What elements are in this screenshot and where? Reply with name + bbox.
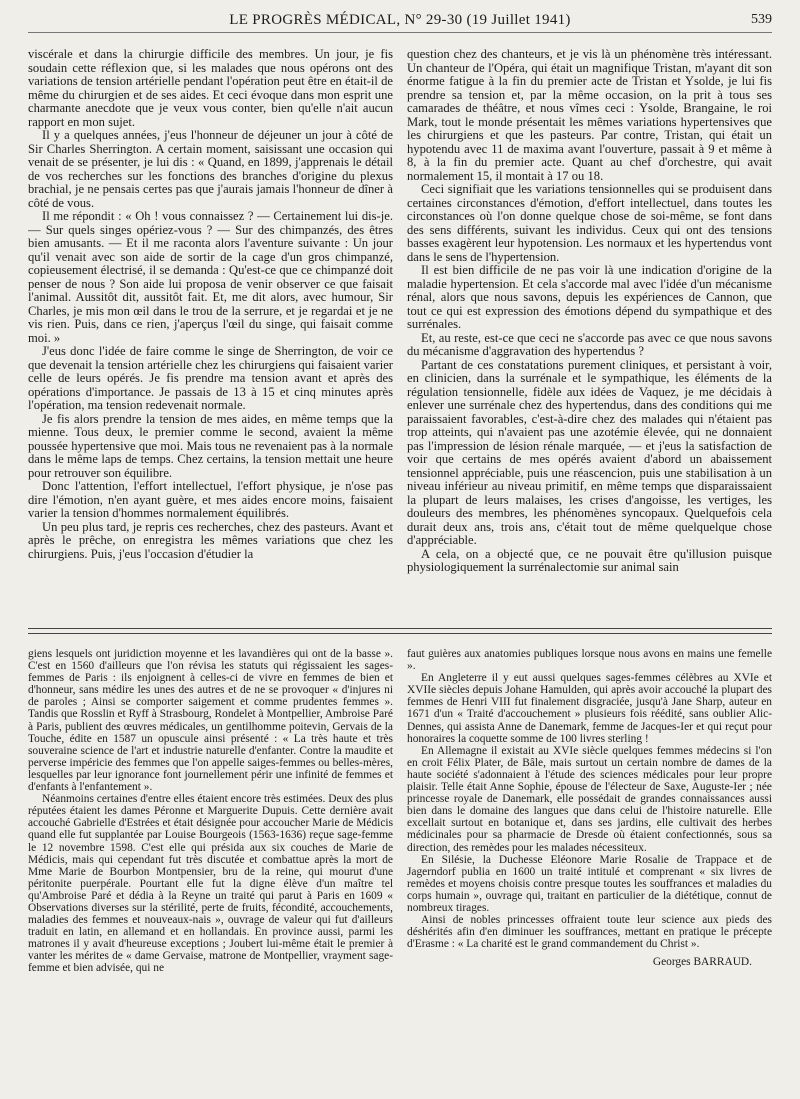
author-signature: Georges BARRAUD. <box>652 956 752 969</box>
section-divider <box>28 628 772 634</box>
paragraph: Partant de ces constatations purement cliniques, et persistant à voir, en clinicien, dans la surrénale et le sympathique, les éléments de la régulation tensionnelle, fidèle aux idées de Vaquez, je me décidais à enlever une surrénale chez des hypertendus, dans des conditions qui me paraissaient favorables, c'est-à-dire chez des malades qui n'étaient pas trop atteints, qui n'avaient pas une azotémie élevée, qui ne donnaient pas l'impression de lésion rénale marquée, — et j'eus la satisfaction de voir que certains de mes opérés avaient d'abord un abaissement tensionnel appréciable, puis une réascencion, puis une stabilisation à un niveau inférieur au niveau primitif, en même temps que disparaissaient la plupart de leurs malaises, les crises d'angoisse, les vertiges, les douleurs des membres, les phénomènes syncopaux. Quelquefois cela durait deux ans, trois ans, c'était tout de même quelquelque chose d'appréciable. <box>407 357 772 547</box>
upper-right-column <box>407 48 772 618</box>
paragraph: Ainsi de nobles princesses offraient toute leur science aux pieds des déshérités afin d'en diminuer les souffrances, mettant en pratique le précepte d'Erasme : « La charité est le grand commandement du Christ ». <box>407 914 772 951</box>
lower-article <box>28 648 772 1088</box>
paragraph: Et, au reste, est-ce que ceci ne s'accorde pas avec ce que nous savons du mécanisme d'aggravation des hypertendus ? <box>407 330 772 358</box>
paragraph: giens lesquels ont juridiction moyenne et les lavandières qui ont de la basse ». C'est en 1560 d'ailleurs que l'on révisa les statuts qui régissaient les sages-femmes de Paris : ils enjoignent à celles-ci de vivre en femmes de bien et d'honneur, sans médire les unes des autres et de ne se provoquer « d'injures ni de paroles ; Ainsi se comporter saigement et comme prudentes femmes ». Tandis que Rosslin et Ryff à Strasbourg, Rondelet à Montpellier, Ambroise Paré à Paris, publient des œuvres médicales, un gentilhomme poitevin, Gervais de la Touche, édite en 1587 un opuscule ainsi présenté : « La très haute et très souveraine science de l'art et industrie naturelle d'enfanter. Contre la maudite et perverse impéricie des femmes que l'on appelle saiges-femmes ou belles-mères, lesquelles par leur ignorance font journellement périr une infinité de femmes et d'enfants à l'enfantement ». <box>28 648 393 794</box>
paragraph: Il me répondit : « Oh ! vous connaissez ? — Certainement lui dis-je. — Sur quels singes opériez-vous ? — Sur des chimpanzés, des êtres bien amusants. — Et il me raconta alors l'aventure suivante : Un jour qu'il venait avec son aide de sortir de la cage d'un gros chimpanzé, copieusement électrisé, il se demanda : Qu'est-ce que ce chimpanzé doit penser de nous ? Son aide lui proposa de venir observer ce que faisait l'animal. Aussitôt dit, aussitôt fait. Et, me dit alors, avec humour, Sir Charles, je mis mon œil dans le trou de la serrure, et je regardai et je ne vis rien. Puis, dans ce rien, j'aperçus l'œil du singe, qui faisait comme moi. » <box>28 209 393 345</box>
lower-right-column <box>407 648 772 1088</box>
page-number: 539 <box>751 12 772 27</box>
paragraph: Il y a quelques années, j'eus l'honneur de déjeuner un jour à côté de Sir Charles Sherrington. A certain moment, saisissant une occasion qui venait de se présenter, je lui dis : « Quand, en 1899, j'apprenais le détail de vos recherches sur les fonctions des branches d'origine du plexus brachial, je ne pensais certes pas que j'aurais jamais l'honneur de dîner à côté de vous. <box>28 128 393 210</box>
journal-title: LE PROGRÈS MÉDICAL, N° 29-30 (19 Juillet 1941) <box>229 12 571 28</box>
paragraph: Je fis alors prendre la tension de mes aides, en même temps que la mienne. Tous deux, le premier comme le second, avaient la même poussée hypertensive que moi. Mais tous ne revenaient pas à la normale dans le même laps de temps. Chez certains, la tension mettait une heure pour retrouver son équilibre. <box>28 411 393 480</box>
paragraph: En Allemagne il existait au XVIe siècle quelques femmes médecins si l'on en croit Félix Plater, de Bâle, mais surtout un certain nombre de dames de la haute société s'adonnaient à l'étude des sciences médicales pour leur propre plaisir. Telle était Anne Sophie, épouse de l'électeur de Saxe, Auguste-Ier ; née princesse royale de Danemark, elle possédait de grandes connaissances aussi bien dans le domaine des langues que dans celui de l'histoire naturelle. Elle excellait surtout en botanique et, dans ses jardins, elle cultivait des herbes médicinales pour sa pharmacie de Dresde où étaient confectionnés, sous sa direction, des remèdes pour les malades nécessiteux. <box>407 744 772 854</box>
paragraph: faut guières aux anatomies publiques lorsque nous avons en mains une femelle ». <box>407 648 772 673</box>
running-head <box>28 10 772 33</box>
lower-left-column <box>28 648 393 1088</box>
paragraph: question chez des chanteurs, et je vis là un phénomène très intéressant. Un chanteur de l'Opéra, qui était un magnifique Tristan, m'ayant dit son énorme fatigue à la fin du premier acte de Tristan et Ysolde, je lui fis prendre sa tension et, par la même occasion, on la prit à tous ses camarades de théâtre, et nous vîmes ceci : Ysolde, Brangaine, le roi Mark, tout le monde présentait les mêmes variations hypertensives que les chirurgiens et que les pasteurs. Par contre, Tristan, qui était un hypotendu avec 11 de maxima avant l'ouverture, passait à 9 et même à 8, à la fin du premier acte. Quant au chef d'orchestre, qui avait normalement 15, il montait à 17 ou 18. <box>407 48 772 183</box>
paragraph: Il est bien difficile de ne pas voir là une indication d'origine de la maladie hypertension. Et cela s'accorde mal avec l'idée d'un mécanisme rénal, alors que nous savons, depuis les expériences de Cannon, que tout ce qui est expression des émotions dépend du sympathique et des surrénales. <box>407 263 772 331</box>
upper-left-column <box>28 48 393 618</box>
paragraph: En Angleterre il y eut aussi quelques sages-femmes célèbres au XVIe et XVIIe siècles depuis Johane Hamulden, qui après avoir accouché la plupart des femmes de Henri VIII fut finalement disgraciée, jusqu'à Jane Sharp, auteur en 1671 d'un « Traité d'accouchement » plusieurs fois réédité, sans oublier Alic-Dennes, qui assista Anne de Danemark, femme de Jacques-Ier et qui reçut pour honoraires la coquette somme de 100 livres sterling ! <box>407 672 772 745</box>
upper-article <box>28 48 772 618</box>
paragraph: viscérale et dans la chirurgie difficile des membres. Un jour, je fis soudain cette réflexion que, si les malades que nous opérons ont des variations de tension artérielle pendant l'opération peut être en était-il de même du chirurgien et de ses aides. Et ceci évoque dans mon esprit une charmante anecdote que je veux vous conter, bien qu'elle n'ait aucun rapport en mon sujet. <box>28 48 393 129</box>
paragraph: Donc l'attention, l'effort intellectuel, l'effort physique, je n'ose pas dire l'émotion, n'en ayant guère, et mes aides encore moins, faisaient varier la tension d'hommes normalement équilibrés. <box>28 479 393 520</box>
paragraph: Un peu plus tard, je repris ces recherches, chez des pasteurs. Avant et après le prêche, on enregistra les mêmes variations que chez les chirurgiens. Puis, j'eus l'occasion d'étudier la <box>28 519 393 561</box>
paragraph: Néanmoins certaines d'entre elles étaient encore très estimées. Deux des plus réputées étaient les dames Péronne et Marguerite Dupuis. Cette dernière avait accouché Gabrielle d'Estrées et était désignée pour accoucher Marie de Médicis quand elle fut supplantée par Louise Bourgeois (1563-1636) reçue sage-femme le 12 novembre 1598. C'est elle qui présida aux six couches de Marie de Médicis, mais qui cependant fut très discutée et combattue après la mort de Mme Marie de Bourbon Montpensier, bru de la reine, qui mourut d'une péritonite puerpérale. Pourtant elle fut la digne élève d'un maître tel qu'Ambroise Paré et dédia à la Reyne un traité qui parut à Paris en 1609 « Observations diverses sur la stérilité, perte de fruits, fécondité, accouchements, maladies des femmes et nouveaux-nais », ouvrage de valeur qui fut d'ailleurs traduit en latin, en allemand et en hollandais. En province aussi, parmi les matrones il y avait d'heureuse exceptions ; Joubert lui-même était le premier à vanter les mérites de « dame Gervaise, matrone de Montpellier, vrayment sage-femme et bien advisée, qui ne <box>28 793 393 975</box>
paragraph: Ceci signifiait que les variations tensionnelles qui se produisent dans certaines circonstances d'émotion, d'effort intellectuel, dans toutes les circonstances où l'on donne quelque chose de soi-même, se font dans des sens différents, suivant les individus. Ceux qui ont des tensions basses exagèrent leur hypotension. Les normaux et les hypertendus vont dans le sens de l'hypertension. <box>407 182 772 264</box>
paragraph: En Silésie, la Duchesse Eléonore Marie Rosalie de Trappace et de Jagerndorf publia en 1600 un traité intitulé et comprenant « six livres de remèdes et moyens choisis contre presque toutes les souffrances et maladies du corps humain », ouvrage qui, traitant en particulier de la diététique, connut de nombreux tirages. <box>407 853 772 914</box>
paragraph: A cela, on a objecté que, ce ne pouvait être qu'illusion puisque physiologiquement la surrénalectomie sur animal sain <box>407 546 772 574</box>
paragraph: J'eus donc l'idée de faire comme le singe de Sherrington, de voir ce que devenait la tension artérielle chez les chirurgiens qui faisaient varier celle de leurs opérés. Je fis prendre ma tension avant et après des opérations d'importance. Je passais de 13 à 15 et cinq minutes après l'opération, ma tension redevenait normale. <box>28 344 393 412</box>
